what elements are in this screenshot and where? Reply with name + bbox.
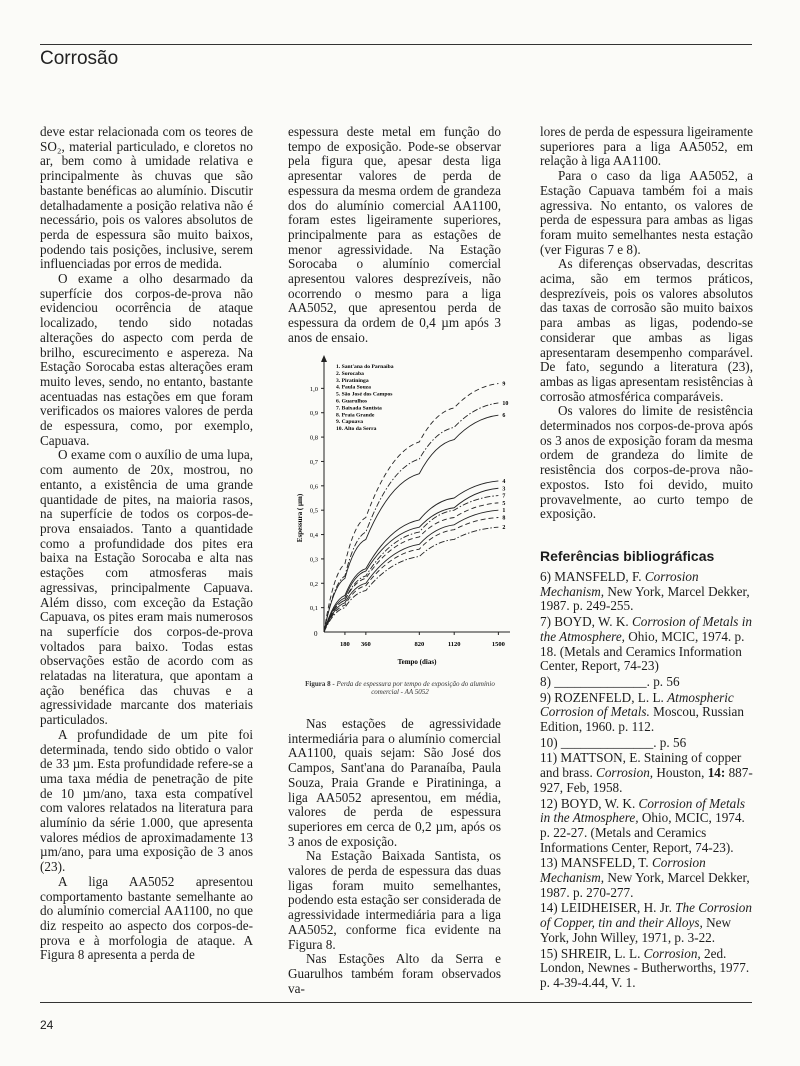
paragraph: O exame com o auxílio de uma lupa, com aumento de 20x, mostrou, no entanto, a existência de uma grande quantidade de pites, na maioria rasos, na superfície de todos os corpos-de-prova ensaiados. Tanto a quantidade como a profundidade dos pites era baixa na Estação Sorocaba e alta nas estações com atmosferas mais agressivas, principalmente Capuava. Além disso, com exceção da Estação Capuava, os pites eram mais numerosos na superfície dos corpos-de-prova voltados para baixo. Todas estas observações estão de acordo com as relatadas na literatura, que apontam a ação benéfica das chuvas e a agressividade marcante dos materiais particulados. <box>40 447 253 728</box>
series-line-6 <box>324 415 498 632</box>
references-title: Referências bibliográficas <box>540 548 715 564</box>
reference-item: 9) ROZENFELD, L. L. Atmospheric Corrosion of Metals. Moscou, Russian Edition, 1960. p. 112. <box>540 689 744 735</box>
reference-item: 15) SHREIR, L. L. Corrosion, 2ed. London, Newnes - Butherworths, 1977. p. 4-39-4.44, V. 1. <box>540 945 750 990</box>
caption-label: Figura 8 - <box>305 680 335 688</box>
legend-entry: 3. Piratininga <box>336 377 369 384</box>
reference-item: 13) MANSFELD, T. Corrosion Mechanism, New York, Marcel Dekker, 1987. p. 270-277. <box>540 855 750 900</box>
legend-entry: 1. Sant'ana do Parnaíba <box>336 364 394 370</box>
series-line-2 <box>324 527 498 632</box>
paragraph: Para o caso da liga AA5052, a Estação Capuava também foi a mais agressiva. No entanto, os valores de perda de espessura para ambas as ligas foram muito semelhantes nesta estação (ver Figuras 7 e 8). <box>540 168 753 257</box>
x-tick-label: 1120 <box>447 641 461 648</box>
y-axis-arrow <box>321 355 327 362</box>
paragraph: deve estar relacionada com os teores de SO₂, material particulado, e cloretos no ar, bem como à umidade relativa e principalmente às chuvas que são bastante benéficas ao alumínio. Discutir detalhadamente a posição relativa não é necessário, pois os valores absolutos de perda de espessura são muito baixos, podendo tais posições, inclusive, serem influenciadas por erros de medida. <box>40 124 253 272</box>
paragraph: As diferenças observadas, descritas acima, são em termos práticos, desprezíveis, pois os valores absolutos das taxas de corrosão são muito baixos para ambas as ligas, podendo-se considerar que ambas as ligas apresentaram desempenho comparável. De fato, segundo a literatura (23), ambas as ligas apresentam resistências à corrosão atmosférica comparáveis. <box>540 256 753 404</box>
paragraph: A profundidade de um pite foi determinada, tendo sido obtido o valor de 33 µm. Esta profundidade refere-se a uma taxa média de penetração de pite de 10 µm/ano, taxa esta compatível com valores relatados na literatura para alumínio da série 1.000, que apresenta valores médios de aproximadamente 13 µm/ano, para uma exposição de 3 anos (23). <box>40 726 253 875</box>
series-end-label: 7 <box>502 493 506 500</box>
series-end-label: 8 <box>502 515 506 522</box>
paragraph: espessura deste metal em função do tempo de exposição. Pode-se observar pela figura que, apesar desta liga apresentar valores de perda de espessura da mesma ordem de grandeza dos do alumínio comercial AA1100, foram estes ligeiramente superiores, principalmente para as estações de menor agressividade. Na Estação Sorocaba o alumínio comercial apresentou valores desprezíveis, não ocorrendo o mesmo para a liga AA5052, que apresentou perda de espessura da ordem de 0,4 µm após 3 anos de ensaio. <box>288 124 501 345</box>
y-tick-label: 1,0 <box>309 385 318 393</box>
page-number: 24 <box>40 1018 54 1032</box>
text-column-2 <box>288 125 501 346</box>
reference-item: 12) BOYD, W. K. Corrosion of Metals in the Atmosphere, Ohio, MCIC, 1974. p. 22-27. (Metals and Ceramics Informations Center, Report, 74-23). <box>540 795 746 855</box>
y-tick-label: 0,6 <box>309 483 318 491</box>
paragraph: Os valores do limite de resistência determinados nos corpos-de-prova após os 3 anos de exposição foram da mesma ordem de grandeza do limite de resistência dos corpos-de-prova não-expostos. Isto foi devido, muito provavelmente, ao curto tempo de exposição. <box>540 403 753 522</box>
reference-item: 7) BOYD, W. K. Corrosion of Metals in the Atmosphere, Ohio, MCIC, 1974. p. 18. (Metals and Ceramics Information Center, Report, 74-23) <box>540 614 752 674</box>
series-end-label: 2 <box>502 525 506 532</box>
legend-entry: 6. Guarulhos <box>336 398 368 405</box>
paragraph: lores de perda de espessura ligeiramente superiores para a liga AA5052, em relação à liga AA1100. <box>540 124 753 169</box>
origin-label: 0 <box>314 630 318 638</box>
y-tick-label: 0,8 <box>309 434 318 442</box>
x-axis-label: Tempo (dias) <box>397 658 437 666</box>
text-column-1 <box>40 125 253 963</box>
legend-entry: 7. Baixada Santista <box>336 405 382 412</box>
reference-item: 11) MATTSON, E. Staining of copper and brass. Corrosion, Houston, 14: 887-927, Feb, 1958. <box>540 750 753 795</box>
paragraph: A liga AA5052 apresentou comportamento bastante semelhante ao do alumínio comercial AA1100, no que diz respeito ao aspecto dos corpos-de-prova e à morfologia de ataque. A Figura 8 apresenta a perda de <box>40 873 253 963</box>
y-tick-label: 0,5 <box>309 507 318 515</box>
x-tick-label: 180 <box>340 641 350 648</box>
x-tick-label: 820 <box>414 641 425 648</box>
series-end-label: 5 <box>502 500 506 507</box>
legend-entry: 9. Capuava <box>336 419 364 426</box>
series-end-label: 10 <box>502 400 509 407</box>
text-column-2-lower <box>288 717 501 996</box>
legend-entry: 2. Sorocaba <box>336 370 364 377</box>
references-section <box>540 548 753 992</box>
paragraph: Nas Estações Alto da Serra e Guarulhos também foram observados va- <box>288 951 501 996</box>
paragraph: Nas estações de agressividade intermediária para o alumínio comercial AA1100, quais sejam: São José dos Campos, Sant'ana do Paranaíba, Paula Souza, Praia Grande e Piratininga, a liga AA5052 apresentou, em média, valores de perda de espessura superiores em cerca de 0,2 µm, após os 3 anos de exposição. <box>288 716 501 849</box>
header-rule <box>40 44 752 45</box>
reference-item: 14) LEIDHEISER, H. Jr. The Corrosion of Copper, tin and their Alloys, New York, John Willey, 1971, p. 3-22. <box>540 900 752 945</box>
section-title: Corrosão <box>40 48 119 69</box>
text-column-3 <box>540 125 753 522</box>
reference-item: 10) ______________. p. 56 <box>540 734 687 750</box>
series-end-label: 9 <box>502 381 506 388</box>
legend-entry: 8. Praia Grande <box>336 412 375 419</box>
caption-text: Perda de espessura por tempo de exposição do alumínio comercial - AA 5052 <box>334 680 495 696</box>
series-end-label: 1 <box>502 508 506 515</box>
series-end-label: 3 <box>502 486 506 493</box>
footer-rule <box>40 1002 752 1003</box>
x-tick-label: 360 <box>360 641 371 648</box>
legend-entry: 5. São José dos Campos <box>336 391 393 398</box>
y-tick-label: 0,1 <box>309 605 318 613</box>
y-tick-label: 0,7 <box>309 458 318 466</box>
y-axis-label: Espessura ( µm) <box>296 493 304 543</box>
x-tick-label: 1500 <box>491 641 505 648</box>
paragraph: Na Estação Baixada Santista, os valores de perda de espessura das duas ligas foram muito semelhantes, podendo esta estação ser considerada de agressividade intermediária para a liga AA5052, conforme fica evidente na Figura 8. <box>288 848 501 952</box>
y-tick-label: 0,4 <box>309 532 318 540</box>
series-end-label: 6 <box>502 413 506 420</box>
series-line-1 <box>324 510 498 632</box>
figure-8-chart <box>282 352 522 677</box>
paragraph: O exame a olho desarmado da superfície dos corpos-de-prova não evidenciou ocorrência de ataque localizado, tendo sido notadas alterações do aspecto com perda de brilho, escurecimento e aspereza. Na Estação Sorocaba estas alterações eram muito leves, sendo, no entanto, bastante acentuadas nas estações em que foram verificados os maiores valores de perda de espessura, como, por exemplo, Capuava. <box>40 271 253 448</box>
series-end-label: 4 <box>502 478 506 485</box>
reference-item: 6) MANSFELD, F. Corrosion Mechanism, New York, Marcel Dekker, 1987. p. 249-255. <box>540 569 750 614</box>
series-line-3 <box>324 488 498 632</box>
reference-item: 8) ______________. p. 56 <box>540 673 680 689</box>
y-tick-label: 0,3 <box>309 556 318 564</box>
legend-entry: 4. Paula Souza <box>336 384 371 391</box>
y-tick-label: 0,9 <box>309 410 318 418</box>
legend-entry: 10. Alto da Serra <box>336 426 377 433</box>
figure-caption <box>300 680 500 696</box>
y-tick-label: 0,2 <box>309 580 318 588</box>
